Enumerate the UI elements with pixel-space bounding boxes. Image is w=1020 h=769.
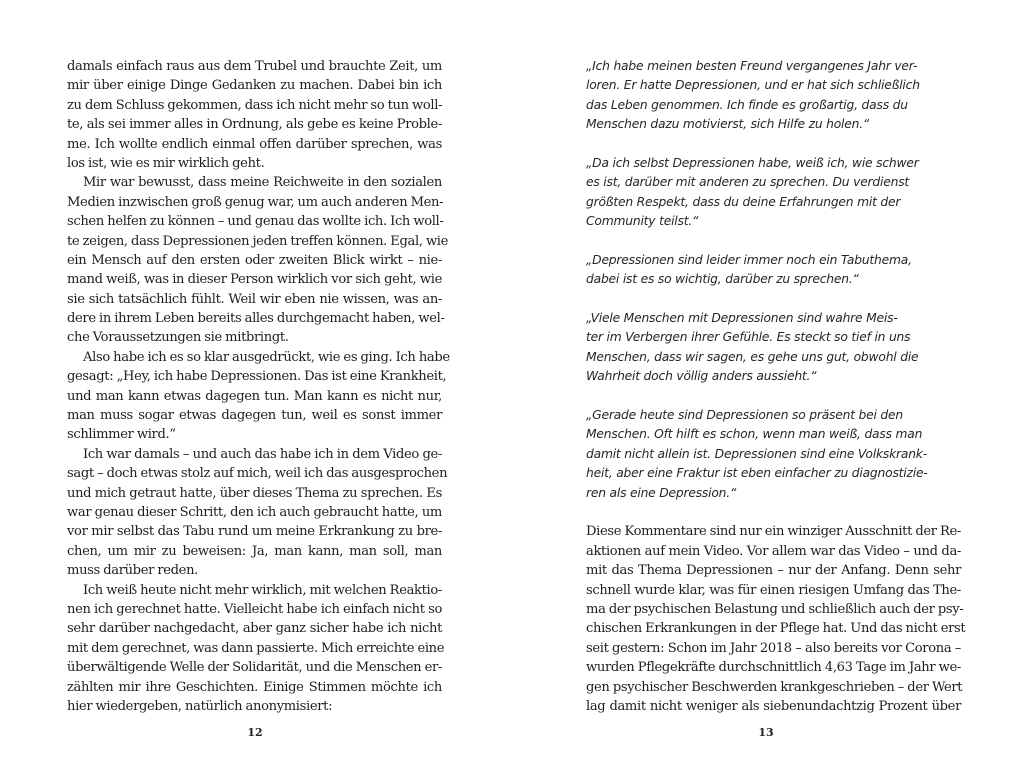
reader-quotes [586, 57, 961, 503]
text-line: gesagt: „Hey, ich habe Depressionen. Das ist eine Krankheit, [67, 369, 447, 385]
text-line: ein Mensch auf den ersten oder zweiten Blick wirkt – nie- [67, 252, 442, 268]
text-line: hier wiedergeben, natürlich anonymisiert: [67, 698, 333, 714]
quote-line: Menschen, dass wir sagen, es gehe uns gut, obwohl die [586, 349, 919, 364]
text-line: zählten mir ihre Geschichten. Einige Stimmen möchte ich [67, 679, 442, 695]
paragraph [67, 348, 450, 445]
text-line: muss darüber reden. [67, 563, 198, 579]
page-number: 12 [247, 726, 263, 739]
quote-line: ren als eine Depression.“ [586, 485, 737, 500]
text-line: schnell wurde klar, was für einen riesigen Umfang das The- [586, 582, 961, 598]
quote-line: ter im Verbergen ihrer Gefühle. Es steckt so tief in uns [586, 330, 911, 345]
paragraph [67, 581, 445, 717]
text-line: me. Ich wollte endlich einmal offen darüber sprechen, was [67, 136, 442, 152]
text-line: che Voraussetzungen sie mitbringt. [67, 330, 289, 346]
quote-line: damit nicht allein ist. Depressionen sind eine Volkskrank- [586, 446, 927, 461]
quote-line: dabei ist es so wichtig, darüber zu sprechen.“ [586, 272, 859, 287]
text-line: mir über einige Dinge Gedanken zu machen. Dabei bin ich [67, 78, 442, 94]
text-line: wurden Pflegekräfte durchschnittlich 4,63 Tage im Jahr we- [586, 660, 961, 676]
text-line: seit gestern: Schon im Jahr 2018 – also bereits vor Corona – [586, 640, 961, 656]
text-line: chischen Erkrankungen in der Pflege hat. Und das nicht erst [586, 621, 966, 637]
text-line: sehr darüber nachgedacht, aber ganz sicher habe ich nicht [67, 621, 442, 637]
page-number: 13 [758, 726, 774, 739]
quote-line: Community teilst.“ [586, 214, 699, 229]
quote-line: heit, aber eine Fraktur ist eben einfacher zu diagnostizie- [586, 466, 928, 481]
quote-line: Menschen. Oft hilft es schon, wenn man weiß, dass man [586, 427, 923, 442]
text-line: Ich war damals – und auch das habe ich in dem Video ge- [83, 446, 442, 462]
paragraph [67, 445, 448, 581]
quote-line: Menschen dazu motivierst, sich Hilfe zu holen.“ [586, 117, 870, 132]
text-line: Mir war bewusst, dass meine Reichweite in den sozialen [83, 175, 442, 191]
text-line: mit dem gerechnet, was dann passierte. Mich erreichte eine [67, 640, 445, 656]
paragraph [586, 522, 966, 716]
text-line: nen ich gerechnet hatte. Vielleicht habe ich einfach nicht so [67, 601, 442, 617]
quote [586, 406, 961, 503]
text-line: schen helfen zu können – und genau das wollte ich. Ich woll- [67, 214, 444, 230]
text-line: war genau dieser Schritt, den ich auch gebraucht hatte, um [67, 504, 442, 520]
text-line: und man kann etwas dagegen tun. Man kann es nicht nur, [67, 388, 442, 404]
text-line: man muss sogar etwas dagegen tun, weil es sonst immer [67, 408, 442, 424]
paragraph [67, 173, 449, 348]
paragraph [67, 57, 442, 173]
text-line: sie sich tatsächlich fühlt. Weil wir eben nie wissen, was an- [67, 291, 442, 307]
quote [586, 309, 961, 387]
text-line: mand weiß, was in dieser Person wirklich vor sich geht, wie [67, 272, 442, 288]
text-line: aktionen auf mein Video. Vor allem war das Video – und da- [586, 543, 961, 559]
text-line: te, als sei immer alles in Ordnung, als gebe es keine Proble- [67, 117, 442, 133]
text-line: schlimmer wird.“ [67, 427, 176, 443]
quote-line: das Leben genommen. Ich finde es großartig, dass du [586, 97, 908, 112]
text-line: lag damit nicht weniger als siebenundachtzig Prozent über [586, 698, 961, 714]
text-line: vor mir selbst das Tabu rund um meine Erkrankung zu bre- [67, 524, 442, 540]
right-page-body [586, 57, 966, 716]
quote-line: „Da ich selbst Depressionen habe, weiß ich, wie schwer [586, 155, 919, 170]
text-line: chen, um mir zu beweisen: Ja, man kann, man soll, man [67, 543, 442, 559]
text-line: te zeigen, dass Depressionen jeden treffen können. Egal, wie [67, 233, 449, 249]
text-line: Diese Kommentare sind nur ein winziger Ausschnitt der Re- [586, 524, 961, 540]
text-line: Also habe ich es so klar ausgedrückt, wie es ging. Ich habe [83, 349, 450, 365]
text-line: zu dem Schluss gekommen, dass ich nicht mehr so tun woll- [67, 97, 443, 113]
text-line: und mich getraut hatte, über dieses Thema zu sprechen. Es [67, 485, 442, 501]
text-line: mit das Thema Depressionen – nur der Anfang. Denn sehr [586, 563, 961, 579]
quote [586, 251, 961, 290]
text-line: Medien inzwischen groß genug war, um auch anderen Men- [67, 194, 444, 210]
text-line: gen psychischer Beschwerden krankgeschrieben – der Wert [586, 679, 963, 695]
quote-line: „Ich habe meinen besten Freund vergangenes Jahr ver- [586, 59, 918, 73]
text-line: ma der psychischen Belastung und schließlich auch der psy- [586, 601, 964, 617]
text-line: dere in ihrem Leben bereits alles durchgemacht haben, wel- [67, 311, 445, 327]
text-line: damals einfach raus aus dem Trubel und brauchte Zeit, um [67, 59, 442, 74]
quote-line: größten Respekt, dass du deine Erfahrungen mit der [586, 194, 901, 209]
text-line: sagt – doch etwas stolz auf mich, weil ich das ausgesprochen [67, 466, 448, 482]
quote-line: es ist, darüber mit anderen zu sprechen. Du verdienst [586, 175, 910, 190]
quote-line: „Gerade heute sind Depressionen so präsent bei den [586, 408, 903, 423]
quote-line: loren. Er hatte Depressionen, und er hat sich schließlich [586, 78, 920, 93]
text-line: los ist, wie es mir wirklich geht. [67, 155, 265, 171]
left-page-body [67, 57, 450, 716]
quote [586, 57, 961, 135]
quote [586, 154, 961, 232]
text-line: Ich weiß heute nicht mehr wirklich, mit welchen Reaktio- [83, 582, 442, 598]
right-page [510, 0, 1020, 769]
quote-line: „Depressionen sind leider immer noch ein Tabuthema, [586, 252, 912, 267]
quote-line: „Viele Menschen mit Depressionen sind wahre Meis- [586, 311, 898, 326]
quote-line: Wahrheit doch völlig anders aussieht.“ [586, 369, 817, 384]
text-line: überwältigende Welle der Solidarität, und die Menschen er- [67, 660, 442, 676]
